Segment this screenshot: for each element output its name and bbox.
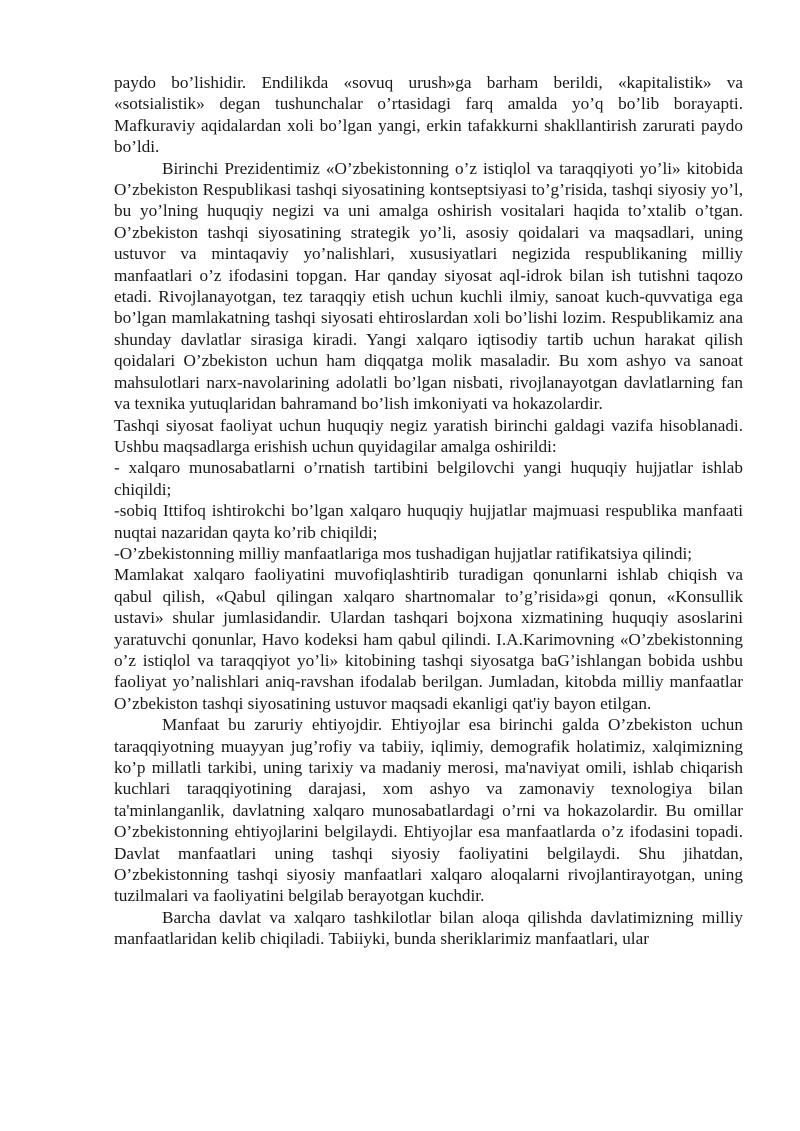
document-page [114,72,743,950]
list-item: -sobiq Ittifoq ishtirokchi bo’lgan xalqaro huquqiy hujjatlar majmuasi respublika manfaati nuqtai nazaridan qayta ko’rib chiqildi; [114,501,743,542]
paragraph: Barcha davlat va xalqaro tashkilotlar bilan aloqa qilishda davlatimizning milliy manfaatlaridan kelib chiqiladi. Tabiiyki, bunda sheriklarimiz manfaatlari, ular [114,907,743,949]
paragraph: Manfaat bu zaruriy ehtiyojdir. Ehtiyojlar esa birinchi galda O’zbekiston uchun taraqqiyotning muayyan jug’rofiy va tabiiy, iqlimiy, demografik holatimiz, xalqimizning ko’p millatli tarkibi, uning tarixiy va madaniy merosi, ma'naviyat omili, ishlab chiqarish kuchlari taraqqiyotining darajasi, xom ashyo va zamonaviy texnologiya bilan ta'minlanganlik, davlatning xalqaro munosabatlardagi o’rni va hokazolardir. Bu omillar O’zbekistonning ehtiyojlarini belgilaydi. Ehtiyojlar esa manfaatlarda o’z ifodasini topadi. Davlat manfaatlari uning tashqi siyosiy faoliyatini belgilaydi. Shu jihatdan, O’zbekistonning tashqi siyosiy manfaatlari xalqaro aloqalarni rivojlantirayotgan, uning tuzilmalari va faoliyatini belgilab berayotgan kuchdir. [114,715,743,906]
list-item: -O’zbekistonning milliy manfaatlariga mos tushadigan hujjatlar ratifikatsiya qilindi; [114,543,693,563]
paragraph: Tashqi siyosat faoliyat uchun huquqiy negiz yaratish birinchi galdagi vazifa hisoblanadi. Ushbu maqsadlarga erishish uchun quyidagilar amalga oshirildi: [114,415,743,456]
paragraph: Mamlakat xalqaro faoliyatini muvofiqlashtirib turadigan qonunlarni ishlab chiqish va qabul qilish, «Qabul qilingan xalqaro shartnomalar to’g’risida»gi qonun, «Konsullik ustavi» shular jumlasidandir. Ulardan tashqari bojxona xizmatining huquqiy asoslarini yaratuvchi qonunlar, Havo kodeksi ham qabul qilindi. I.A.Karimovning «O’zbekistonning o’z istiqlol va taraqqiyot yo’li» kitobining tashqi siyosatga baG’ishlangan bobida ushbu faoliyat yo’nalishlari aniq-ravshan ifodalab berilgan. Jumladan, kitobda milliy manfaatlar O’zbekiston tashqi siyosatining ustuvor maqsadi ekanligi qat'iy bayon etilgan. [114,565,743,713]
list-item: - xalqaro munosabatlarni o’rnatish tartibini belgilovchi yangi huquqiy hujjatlar ishlab chiqildi; [114,458,743,499]
paragraph: Birinchi Prezidentimiz «O’zbekistonning o’z istiqlol va taraqqiyoti yo’li» kitobida O’zbekiston Respublikasi tashqi siyosatining kontseptsiyasi to’g’risida, tashqi siyosiy yo’l, bu yo’lning huquqiy negizi va uni amalga oshirish vositalari haqida to’xtalib o’tgan. O’zbekiston tashqi siyosatining strategik yo’li, asosiy qoidalari va maqsadlari, uning ustuvor va mintaqaviy yo’nalishlari, xususiyatlari negizida respublikaning milliy manfaatlari o’z ifodasini topgan. Har qanday siyosat aql-idrok bilan ish tutishni taqozo etadi. Rivojlanayotgan, tez taraqqiy etish uchun kuchli ilmiy, sanoat kuch-quvvatiga ega bo’lgan mamlakatning tashqi siyosati ehtiroslardan xoli bo’lishi lozim. Respublikamiz ana shunday davlatlar sirasiga kiradi. Yangi xalqaro iqtisodiy tartib uchun harakat qilish qoidalari O’zbekiston uchun ham diqqatga molik masaladir. Bu xom ashyo va sanoat mahsulotlari narx-navolarining adolatli bo’lgan nisbati, rivojlanayotgan davlatlarning fan va texnika yutuqlaridan bahramand bo’lish imkoniyati va hokazolardir. [114,158,743,414]
paragraph: paydo bo’lishidir. Endilikda «sovuq urush»ga barham berildi, «kapitalistik» va «sotsialistik» degan tushunchalar o’rtasidagi farq amalda yo’q bo’lib borayapti. Mafkuraviy aqidalardan xoli bo’lgan yangi, erkin tafakkurni shakllantirish zarurati paydo bo’ldi. [114,73,743,157]
